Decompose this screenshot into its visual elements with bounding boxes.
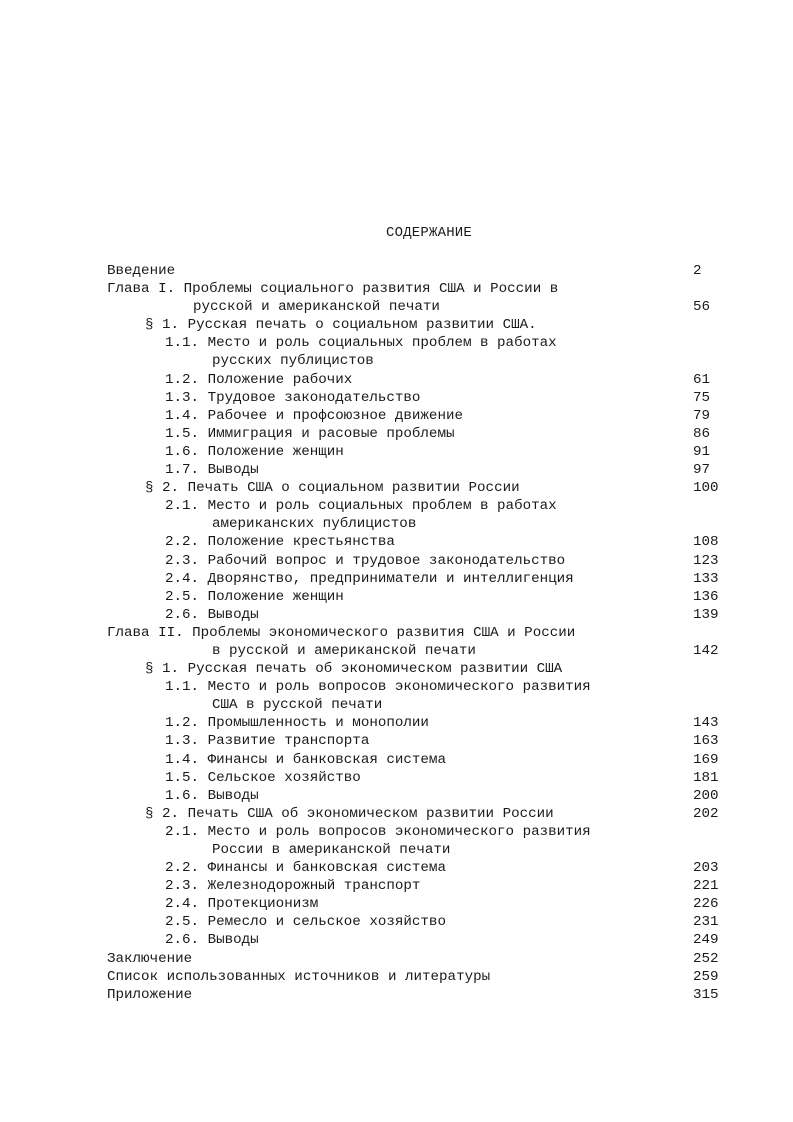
toc-entry-page: 123 [693, 552, 719, 569]
toc-entry [0, 588, 793, 606]
toc-entry [0, 805, 793, 823]
toc-entry [0, 678, 793, 696]
toc-entry-text: 1.1. Место и роль социальных проблем в работах [165, 335, 557, 352]
toc-entry-text: 1.5. Сельское хозяйство [165, 769, 361, 786]
toc-entry-text: Введение [107, 263, 176, 279]
toc-entry-page: 56 [693, 299, 711, 316]
toc-entry-text: американских публицистов [212, 516, 417, 533]
toc-entry-page: 252 [693, 950, 719, 967]
toc-entry-text: § 2. Печать США о социальном развитии России [145, 480, 520, 497]
toc-entry [0, 443, 793, 461]
toc-entry [0, 913, 793, 931]
toc-entry [0, 823, 793, 841]
toc-entry-text: § 2. Печать США об экономическом развитии России [145, 805, 554, 822]
toc-entry-text: 2.3. Рабочий вопрос и трудовое законодательство [165, 552, 566, 569]
toc-entry-page: 169 [693, 751, 719, 768]
toc-entry-page: 202 [693, 805, 719, 822]
toc-entry-page: 221 [693, 878, 719, 895]
toc-entry-page: 97 [693, 462, 711, 479]
toc-entry-page: 2 [693, 263, 702, 279]
toc-entry-text: 2.6. Выводы [165, 606, 259, 623]
toc-entry-text: 1.6. Выводы [165, 787, 259, 804]
toc-entry-page: 61 [693, 371, 711, 388]
toc-entry [0, 533, 793, 551]
toc-entry [0, 841, 793, 859]
toc-entry [0, 642, 793, 660]
toc-entry-text: § 1. Русская печать о социальном развитии США. [145, 317, 537, 334]
toc-entry [0, 968, 793, 986]
toc-entry-text: 2.1. Место и роль социальных проблем в работах [165, 498, 557, 515]
toc-entry [0, 425, 793, 443]
toc-entry-text: 2.5. Положение женщин [165, 588, 344, 605]
toc-entry [0, 389, 793, 407]
toc-entry [0, 262, 793, 280]
toc-entry-text: 1.3. Трудовое законодательство [165, 389, 421, 406]
toc-entry-text: русских публицистов [212, 353, 374, 370]
toc-entry-text: 1.1. Место и роль вопросов экономического развития [165, 679, 591, 696]
toc-entry-text: русской и американской печати [193, 299, 440, 316]
toc-entry [0, 316, 793, 334]
toc-entry-page: 315 [693, 986, 719, 1003]
toc-entry-text: 2.4. Протекционизм [165, 896, 319, 913]
toc-entry [0, 497, 793, 515]
toc-entry-text: 1.3. Развитие транспорта [165, 733, 370, 750]
toc-entry-page: 203 [693, 860, 719, 877]
toc-entry-page: 142 [693, 642, 719, 659]
toc-entry-text: 1.2. Положение рабочих [165, 371, 353, 388]
toc-entry [0, 986, 793, 1004]
toc-entry-page: 200 [693, 787, 719, 804]
toc-entry [0, 606, 793, 624]
toc-entry [0, 751, 793, 769]
toc-entry-text: Глава I. Проблемы социального развития США и России в [107, 281, 559, 298]
toc-entry [0, 624, 793, 642]
toc-entry [0, 371, 793, 389]
toc-entry-text: 1.4. Финансы и банковская система [165, 751, 446, 768]
toc-entry [0, 732, 793, 750]
toc-entry [0, 895, 793, 913]
toc-entry-text: 1.2. Промышленность и монополии [165, 715, 429, 732]
toc-entry [0, 714, 793, 732]
toc-entry-text: Список использованных источников и литературы [107, 968, 491, 985]
toc-entry-page: 231 [693, 914, 719, 931]
toc-entry-page: 86 [693, 425, 711, 442]
page-title: СОДЕРЖАНИЕ [385, 225, 472, 241]
toc-entry-text: в русской и американской печати [212, 642, 476, 659]
toc-entry-text: 2.4. Дворянство, предприниматели и интеллигенция [165, 570, 574, 587]
toc-entry [0, 298, 793, 316]
toc-entry [0, 515, 793, 533]
toc-entry [0, 352, 793, 370]
toc-entry-text: 2.6. Выводы [165, 932, 259, 949]
toc-entry-text: 1.7. Выводы [165, 462, 259, 479]
toc-entry [0, 280, 793, 298]
toc-entry-text: 2.2. Финансы и банковская система [165, 860, 446, 877]
toc-entry [0, 696, 793, 714]
toc-entry-page: 75 [693, 389, 711, 406]
toc-entry [0, 407, 793, 425]
toc-entry-page: 108 [693, 534, 719, 551]
toc-entry-text: России в американской печати [212, 842, 451, 858]
toc-entry [0, 859, 793, 877]
toc-entry-page: 133 [693, 570, 719, 587]
toc-entry-page: 143 [693, 715, 719, 732]
toc-entry [0, 877, 793, 895]
toc-entry-page: 91 [693, 443, 711, 460]
toc-entry-text: 1.4. Рабочее и профсоюзное движение [165, 407, 463, 424]
toc-entry-text: 2.2. Положение крестьянства [165, 534, 395, 551]
toc-entry-text: 2.3. Железнодорожный транспорт [165, 878, 421, 895]
toc-entry-page: 249 [693, 932, 719, 949]
toc-entry-text: Глава II. Проблемы экономического развития США и России [107, 624, 576, 641]
toc-entry-text: 1.6. Положение женщин [165, 443, 344, 460]
toc-entry [0, 787, 793, 805]
toc-entry-text: 2.5. Ремесло и сельское хозяйство [165, 914, 446, 931]
toc-entry-page: 226 [693, 896, 719, 913]
toc-entry [0, 769, 793, 787]
toc-entry-text: Заключение [107, 950, 193, 967]
toc-entry-text: Приложение [107, 986, 193, 1003]
toc-entry [0, 931, 793, 949]
toc-entry [0, 570, 793, 588]
toc-entry-text: США в русской печати [212, 697, 383, 714]
toc-entry [0, 660, 793, 678]
table-of-contents [0, 262, 793, 1004]
toc-entry-text: § 1. Русская печать об экономическом развитии США [145, 661, 563, 678]
toc-entry [0, 461, 793, 479]
toc-entry [0, 479, 793, 497]
toc-entry-page: 136 [693, 588, 719, 605]
toc-entry [0, 950, 793, 968]
toc-entry [0, 334, 793, 352]
toc-entry-text: 2.1. Место и роль вопросов экономического развития [165, 823, 591, 840]
toc-entry-page: 100 [693, 480, 719, 497]
toc-entry-page: 259 [693, 968, 719, 985]
toc-entry-page: 163 [693, 733, 719, 750]
toc-entry-text: 1.5. Иммиграция и расовые проблемы [165, 425, 455, 442]
toc-entry [0, 552, 793, 570]
toc-entry-page: 181 [693, 769, 719, 786]
toc-entry-page: 139 [693, 606, 719, 623]
toc-entry-page: 79 [693, 407, 711, 424]
